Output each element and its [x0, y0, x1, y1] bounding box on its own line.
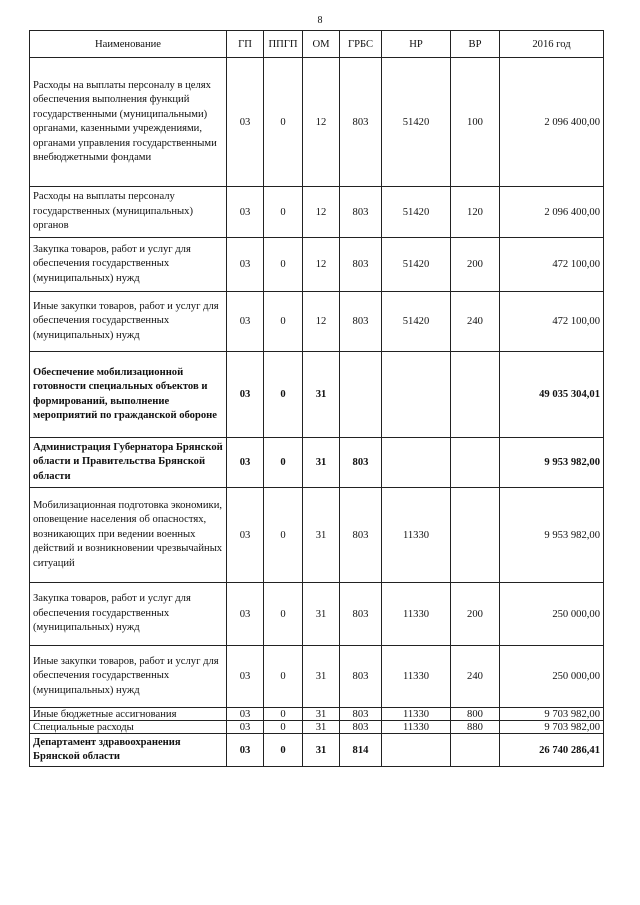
row-vr: 240: [451, 646, 500, 708]
row-nr: 51420: [382, 292, 451, 352]
row-vr: [451, 352, 500, 438]
header-vr: ВР: [451, 31, 500, 58]
row-om: 31: [303, 583, 340, 646]
row-name: Мобилизационная подготовка экономики, оповещение населения об опасностях, возникающих при ведении военных действий и возникновении чрезвычайных ситуаций: [30, 488, 227, 583]
row-grbs: 803: [340, 721, 382, 734]
row-gp: 03: [227, 646, 264, 708]
row-gp: 03: [227, 488, 264, 583]
row-gp: 03: [227, 583, 264, 646]
row-ppgp: 0: [264, 238, 303, 292]
header-name: Наименование: [30, 31, 227, 58]
row-ppgp: 0: [264, 438, 303, 488]
row-name: Иные бюджетные ассигнования: [30, 708, 227, 721]
row-name: Закупка товаров, работ и услуг для обеспечения государственных (муниципальных) нужд: [30, 583, 227, 646]
row-vr: 100: [451, 58, 500, 187]
header-ppgp: ППГП: [264, 31, 303, 58]
row-name: Расходы на выплаты персоналу в целях обеспечения выполнения функций государственными (муниципальными) органами, казенными учреждениями, органами управления государственными внебюджетными фондами: [30, 58, 227, 187]
row-ppgp: 0: [264, 708, 303, 721]
row-nr: 11330: [382, 646, 451, 708]
row-gp: 03: [227, 352, 264, 438]
row-vr: [451, 438, 500, 488]
row-nr: [382, 352, 451, 438]
row-amount: 2 096 400,00: [500, 187, 604, 238]
row-gp: 03: [227, 238, 264, 292]
table-row: [30, 721, 604, 734]
row-amount: 472 100,00: [500, 292, 604, 352]
budget-table: [29, 30, 604, 767]
table-row: [30, 708, 604, 721]
header-om: ОМ: [303, 31, 340, 58]
row-nr: 11330: [382, 583, 451, 646]
row-om: 12: [303, 238, 340, 292]
row-amount: 49 035 304,01: [500, 352, 604, 438]
header-nr: НР: [382, 31, 451, 58]
row-gp: 03: [227, 58, 264, 187]
table-row: [30, 292, 604, 352]
row-vr: 200: [451, 238, 500, 292]
table-row: [30, 352, 604, 438]
row-grbs: [340, 352, 382, 438]
row-vr: [451, 488, 500, 583]
row-om: 31: [303, 488, 340, 583]
row-name: Специальные расходы: [30, 721, 227, 734]
row-om: 31: [303, 734, 340, 767]
row-name: Обеспечение мобилизационной готовности специальных объектов и формирований, выполнение мероприятий по гражданской обороне: [30, 352, 227, 438]
row-nr: [382, 438, 451, 488]
row-amount: 472 100,00: [500, 238, 604, 292]
table-row: [30, 238, 604, 292]
row-gp: 03: [227, 292, 264, 352]
row-ppgp: 0: [264, 734, 303, 767]
row-gp: 03: [227, 438, 264, 488]
page-number: 8: [317, 15, 323, 26]
row-grbs: 803: [340, 583, 382, 646]
row-nr: 51420: [382, 58, 451, 187]
table-row: [30, 58, 604, 187]
row-ppgp: 0: [264, 292, 303, 352]
row-ppgp: 0: [264, 58, 303, 187]
table-header-row: [30, 31, 604, 58]
row-amount: 26 740 286,41: [500, 734, 604, 767]
row-name: Иные закупки товаров, работ и услуг для обеспечения государственных (муниципальных) нужд: [30, 292, 227, 352]
row-nr: 11330: [382, 708, 451, 721]
row-nr: 51420: [382, 238, 451, 292]
row-amount: 250 000,00: [500, 583, 604, 646]
row-amount: 9 703 982,00: [500, 721, 604, 734]
row-vr: 240: [451, 292, 500, 352]
row-ppgp: 0: [264, 352, 303, 438]
row-om: 12: [303, 58, 340, 187]
row-om: 31: [303, 438, 340, 488]
row-grbs: 803: [340, 438, 382, 488]
row-vr: 880: [451, 721, 500, 734]
row-om: 12: [303, 292, 340, 352]
row-amount: 9 953 982,00: [500, 438, 604, 488]
table-row: [30, 488, 604, 583]
row-nr: 11330: [382, 721, 451, 734]
row-vr: 120: [451, 187, 500, 238]
row-grbs: 803: [340, 708, 382, 721]
row-om: 12: [303, 187, 340, 238]
row-ppgp: 0: [264, 583, 303, 646]
row-vr: [451, 734, 500, 767]
row-ppgp: 0: [264, 646, 303, 708]
row-grbs: 814: [340, 734, 382, 767]
row-name: Иные закупки товаров, работ и услуг для обеспечения государственных (муниципальных) нужд: [30, 646, 227, 708]
row-grbs: 803: [340, 488, 382, 583]
row-om: 31: [303, 708, 340, 721]
table-row: [30, 583, 604, 646]
row-om: 31: [303, 646, 340, 708]
table-row: [30, 438, 604, 488]
row-name: Закупка товаров, работ и услуг для обеспечения государственных (муниципальных) нужд: [30, 238, 227, 292]
row-ppgp: 0: [264, 187, 303, 238]
row-grbs: 803: [340, 646, 382, 708]
row-amount: 2 096 400,00: [500, 58, 604, 187]
row-om: 31: [303, 352, 340, 438]
row-om: 31: [303, 721, 340, 734]
row-gp: 03: [227, 187, 264, 238]
row-vr: 200: [451, 583, 500, 646]
row-gp: 03: [227, 734, 264, 767]
row-gp: 03: [227, 721, 264, 734]
table-row: [30, 646, 604, 708]
header-grbs: ГРБС: [340, 31, 382, 58]
row-grbs: 803: [340, 187, 382, 238]
row-amount: 250 000,00: [500, 646, 604, 708]
table-row: [30, 734, 604, 767]
row-gp: 03: [227, 708, 264, 721]
row-amount: 9 953 982,00: [500, 488, 604, 583]
row-grbs: 803: [340, 292, 382, 352]
row-grbs: 803: [340, 238, 382, 292]
row-name: Расходы на выплаты персоналу государственных (муниципальных) органов: [30, 187, 227, 238]
row-vr: 800: [451, 708, 500, 721]
row-nr: [382, 734, 451, 767]
row-grbs: 803: [340, 58, 382, 187]
table-row: [30, 187, 604, 238]
row-ppgp: 0: [264, 488, 303, 583]
row-amount: 9 703 982,00: [500, 708, 604, 721]
row-ppgp: 0: [264, 721, 303, 734]
row-nr: 11330: [382, 488, 451, 583]
row-name: Департамент здравоохранения Брянской области: [30, 734, 227, 767]
header-year: 2016 год: [500, 31, 604, 58]
row-nr: 51420: [382, 187, 451, 238]
row-name: Администрация Губернатора Брянской области и Правительства Брянской области: [30, 438, 227, 488]
header-gp: ГП: [227, 31, 264, 58]
